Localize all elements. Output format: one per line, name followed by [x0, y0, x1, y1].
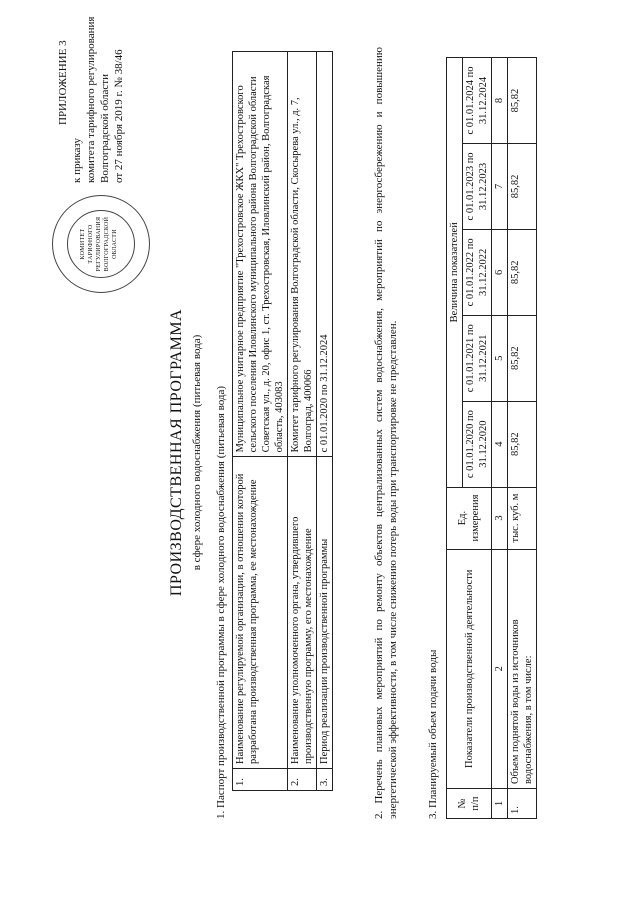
- section2-text: 2. Перечень плановых мероприятий по ремонту объектов централизованных систем водоснабжения, мероприятий по энергосбережению и повышению энергетической эффективности, в том числе снижению потерь воды при транспортировке не представлен.: [373, 47, 399, 819]
- row-indicator: Объем поднятой воды из источников водоснабжения, в том числе:: [508, 549, 537, 789]
- index-cell: 5: [492, 315, 508, 401]
- section1-heading: 1. Паспорт производственной программы в сфере холодного водоснабжения (питьевая вода): [215, 385, 227, 819]
- row-label: Наименование уполномоченного органа, утвердившего производственную программу, его местонахождение: [288, 457, 317, 769]
- row-number: 3.: [317, 769, 333, 791]
- row-number: 2.: [288, 769, 317, 791]
- header-indicator: Показатели производственной деятельности: [447, 549, 492, 789]
- table-row: [508, 58, 537, 819]
- table-header-row: [447, 58, 463, 819]
- row-value: Комитет тарифного регулирования Волгоградской области, Скосырева ул., д. 7, Волгоград, 400066: [288, 52, 317, 457]
- index-cell: 4: [492, 401, 508, 487]
- header-period: с 01.01.2023 по 31.12.2023: [463, 144, 492, 230]
- header-values: Величина показателей: [447, 58, 463, 488]
- row-value: с 01.01.2020 по 31.12.2024: [317, 52, 333, 457]
- index-cell: 6: [492, 229, 508, 315]
- row-label: Наименование регулируемой организации, в отношении которой разработана производственная программа, ее местонахождение: [233, 457, 288, 769]
- table-row: [288, 52, 317, 791]
- table-index-row: [492, 58, 508, 819]
- row-value: 85,82: [508, 58, 537, 144]
- index-cell: 8: [492, 58, 508, 144]
- volume-table: [446, 57, 537, 819]
- official-seal: [52, 195, 150, 293]
- header-unit: Ед. измерения: [447, 487, 492, 549]
- row-number: 1.: [508, 789, 537, 819]
- appendix-line4: от 27 ноября 2019 г. № 38/46: [113, 49, 125, 183]
- appendix-line1: к приказу: [71, 137, 83, 183]
- row-value: Муниципальное унитарное предприятие "Трехостровское ЖКХ" Трехостровского сельского поселения Иловлинского муниципального района Волгоградской области Советская ул., д. 20, офис 1, ст. Трехостровская, Иловлинский район, Волгоградская область, 403083: [233, 52, 288, 457]
- seal-inner-text: КОМИТЕТ ТАРИФНОГО РЕГУЛИРОВАНИЯ ВОЛГОГРАДСКОЙ ОБЛАСТИ: [80, 216, 118, 272]
- index-cell: 7: [492, 144, 508, 230]
- row-label: Период реализации производственной программы: [317, 457, 333, 769]
- appendix-line2: комитета тарифного регулирования: [85, 16, 97, 183]
- row-value: 85,82: [508, 144, 537, 230]
- index-cell: 1: [492, 789, 508, 819]
- document-title: ПРОИЗВОДСТВЕННАЯ ПРОГРАММА: [168, 308, 185, 597]
- header-period: с 01.01.2020 по 31.12.2020: [463, 401, 492, 487]
- header-period: с 01.01.2024 по 31.12.2024: [463, 58, 492, 144]
- section3-heading: 3. Планируемый объем подачи воды: [427, 649, 439, 819]
- appendix-title: ПРИЛОЖЕНИЕ 3: [57, 40, 69, 125]
- table-row: [317, 52, 333, 791]
- row-value: 85,82: [508, 315, 537, 401]
- header-period: с 01.01.2021 по 31.12.2021: [463, 315, 492, 401]
- appendix-line3: Волгоградской области: [99, 74, 111, 183]
- header-period: с 01.01.2022 по 31.12.2022: [463, 229, 492, 315]
- table-row: [233, 52, 288, 791]
- row-unit: тыс. куб. м: [508, 487, 537, 549]
- row-value: 85,82: [508, 401, 537, 487]
- header-number: № п/п: [447, 789, 492, 819]
- index-cell: 3: [492, 487, 508, 549]
- row-value: 85,82: [508, 229, 537, 315]
- document-subtitle: в сфере холодного водоснабжения (питьевая вода): [191, 334, 203, 571]
- index-cell: 2: [492, 549, 508, 789]
- row-number: 1.: [233, 769, 288, 791]
- passport-table: [232, 51, 333, 791]
